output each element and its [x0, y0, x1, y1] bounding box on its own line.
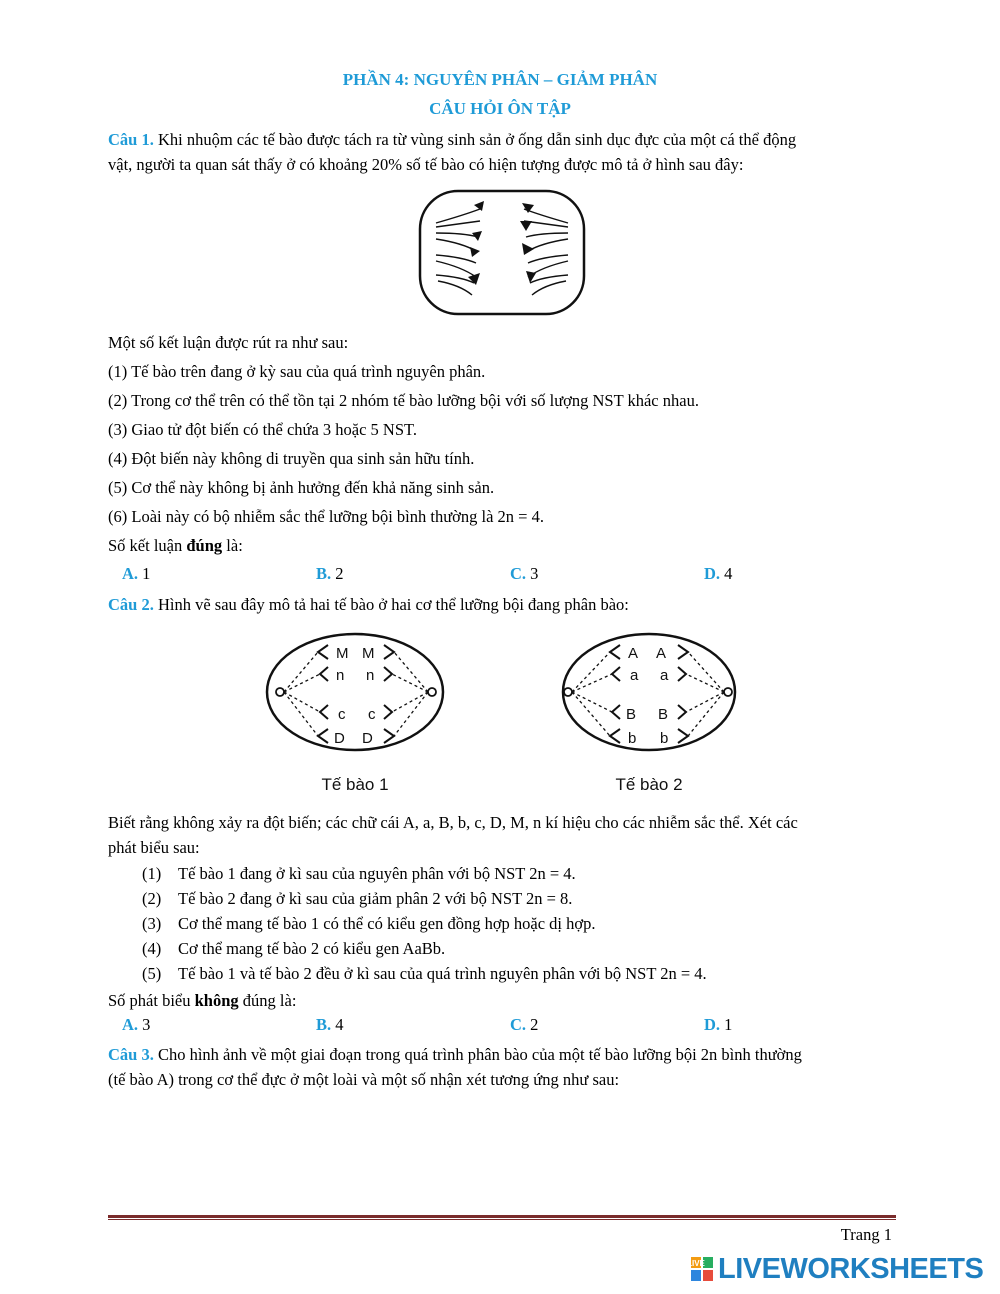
cell2-right-4: b	[660, 730, 669, 747]
q2-option-c[interactable]	[510, 1015, 538, 1035]
cell-2-caption: Tế bào 2	[615, 775, 683, 794]
q3-label: Câu 3.	[108, 1045, 154, 1064]
q1-ask-suffix: là:	[222, 536, 243, 555]
option-label: B.	[316, 564, 332, 583]
cell2-left-2: a	[630, 667, 639, 684]
q1-option-c[interactable]	[510, 564, 538, 584]
cell1-right-1: M	[362, 645, 375, 662]
q1-text-1: Khi nhuộm các tế bào được tách ra từ vùng sinh sản ở ống dẫn sinh dục đực của một cá thể động	[157, 130, 797, 149]
q1-question	[108, 534, 898, 557]
q1-option-d[interactable]	[704, 564, 732, 584]
logo-letters: LIVE	[687, 1259, 705, 1268]
q2-statement-5	[142, 964, 707, 984]
q2-option-d[interactable]	[704, 1015, 732, 1035]
option-value: 2	[530, 1015, 539, 1034]
q2-question	[108, 989, 898, 1012]
q2-ask-bold: không	[194, 991, 239, 1010]
q1-statement-6: (6) Loài này có bộ nhiễm sắc thể lưỡng bội bình thường là 2n = 4.	[108, 507, 544, 526]
q2-statement-3	[142, 914, 596, 934]
q1-intro: Một số kết luận được rút ra như sau:	[108, 333, 349, 352]
q3-text-1: Cho hình ảnh về một giai đoạn trong quá trình phân bào của một tế bào lưỡng bội 2n bình thường	[157, 1045, 802, 1064]
statement-number: (2)	[142, 889, 162, 908]
q2-statement-4	[142, 939, 445, 959]
cell2-right-2: a	[660, 667, 669, 684]
cell2-left-3: B	[626, 706, 637, 723]
q2-ask-suffix: đúng là:	[238, 991, 297, 1010]
q1-statement-1: (1) Tế bào trên đang ở kỳ sau của quá trình nguyên phân.	[108, 362, 486, 381]
statement-text: Cơ thể mang tế bào 2 có kiểu gen AaBb.	[178, 939, 446, 958]
option-value: 1	[142, 564, 151, 583]
option-label: D.	[704, 564, 721, 583]
option-label: A.	[122, 1015, 139, 1034]
option-value: 1	[724, 1015, 733, 1034]
cell-2-figure	[556, 628, 742, 800]
cell1-left-4: D	[334, 730, 345, 747]
brand-text: LIVEWORKSHEETS	[718, 1252, 984, 1285]
q2-ask-prefix: Số phát biểu	[108, 991, 195, 1010]
liveworksheets-logo-icon	[687, 1256, 714, 1282]
page-number: Trang 1	[840, 1225, 892, 1244]
statement-number: (4)	[142, 939, 162, 958]
q2-note-line2: phát biểu sau:	[108, 838, 200, 857]
q1-statement-5: (5) Cơ thể này không bị ảnh hưởng đến khả năng sinh sản.	[108, 478, 495, 497]
cell1-right-2: n	[366, 667, 375, 684]
q1-statement-2: (2) Trong cơ thể trên có thể tồn tại 2 nhóm tế bào lưỡng bội với số lượng NST khác nhau.	[108, 391, 699, 410]
cell1-left-1: M	[336, 645, 349, 662]
q1-label: Câu 1.	[108, 130, 154, 149]
cell1-left-2: n	[336, 667, 345, 684]
option-value: 4	[335, 1015, 344, 1034]
statement-number: (3)	[142, 914, 162, 933]
q2-option-b[interactable]	[316, 1015, 344, 1035]
statement-number: (1)	[142, 864, 162, 883]
section-subtitle: CÂU HỎI ÔN TẬP	[429, 99, 571, 118]
cell1-right-4: D	[362, 730, 373, 747]
option-label: C.	[510, 564, 527, 583]
footer-rule	[108, 1215, 896, 1218]
q1-text-line2: vật, người ta quan sát thấy ở có khoảng 20% số tế bào có hiện tượng được mô tả ở hình sau đây:	[108, 155, 744, 174]
option-label: A.	[122, 564, 139, 583]
option-label: B.	[316, 1015, 332, 1034]
cell2-left-1: A	[628, 645, 639, 662]
q1-ask-prefix: Số kết luận	[108, 536, 187, 555]
cell1-left-3: c	[338, 706, 346, 723]
statement-text: Tế bào 2 đang ở kì sau của giảm phân 2 với bộ NST 2n = 8.	[178, 889, 573, 908]
q3-text-line2: (tế bào A) trong cơ thể đực ở một loài và một số nhận xét tương ứng như sau:	[108, 1070, 620, 1089]
statement-text: Tế bào 1 và tế bào 2 đều ở kì sau của quá trình nguyên phân với bộ NST 2n = 4.	[178, 964, 707, 983]
section-title: PHẦN 4: NGUYÊN PHÂN – GIẢM PHÂN	[342, 70, 658, 89]
liveworksheets-brand[interactable]	[687, 1252, 984, 1285]
q2-note-line1: Biết rằng không xảy ra đột biến; các chữ cái A, a, B, b, c, D, M, n kí hiệu cho các nhiễm sắc thể. Xét các	[108, 813, 798, 832]
q1-ask-bold: đúng	[186, 536, 223, 555]
option-value: 3	[530, 564, 539, 583]
cell2-right-3: B	[658, 706, 669, 723]
statement-number: (5)	[142, 964, 162, 983]
option-value: 4	[724, 564, 733, 583]
option-label: C.	[510, 1015, 527, 1034]
q3-text-line1	[108, 1043, 898, 1066]
q2-label: Câu 2.	[108, 595, 154, 614]
q2-statement-1	[142, 864, 576, 884]
q2-text-line	[108, 593, 898, 616]
option-value: 3	[142, 1015, 151, 1034]
q2-option-a[interactable]	[122, 1015, 150, 1035]
option-label: D.	[704, 1015, 721, 1034]
q1-statement-3: (3) Giao tử đột biến có thể chứa 3 hoặc 5 NST.	[108, 420, 417, 439]
footer-rule-thin	[108, 1219, 896, 1220]
cell-1-figure	[262, 628, 448, 800]
cell2-left-4: b	[628, 730, 637, 747]
option-value: 2	[335, 564, 344, 583]
q1-option-a[interactable]	[122, 564, 150, 584]
q1-option-b[interactable]	[316, 564, 344, 584]
q1-statement-4: (4) Đột biến này không di truyền qua sinh sản hữu tính.	[108, 449, 475, 468]
q2-statement-2	[142, 889, 572, 909]
anaphase-cell-figure	[414, 185, 590, 320]
q1-text-line1	[108, 128, 898, 151]
cell2-right-1: A	[656, 645, 667, 662]
statement-text: Cơ thể mang tế bào 1 có thể có kiểu gen đồng hợp hoặc dị hợp.	[178, 914, 596, 933]
statement-text: Tế bào 1 đang ở kì sau của nguyên phân với bộ NST 2n = 4.	[178, 864, 576, 883]
cell-1-caption: Tế bào 1	[321, 775, 389, 794]
cell1-right-3: c	[368, 706, 376, 723]
q2-text: Hình vẽ sau đây mô tả hai tế bào ở hai cơ thể lưỡng bội đang phân bào:	[157, 595, 629, 614]
